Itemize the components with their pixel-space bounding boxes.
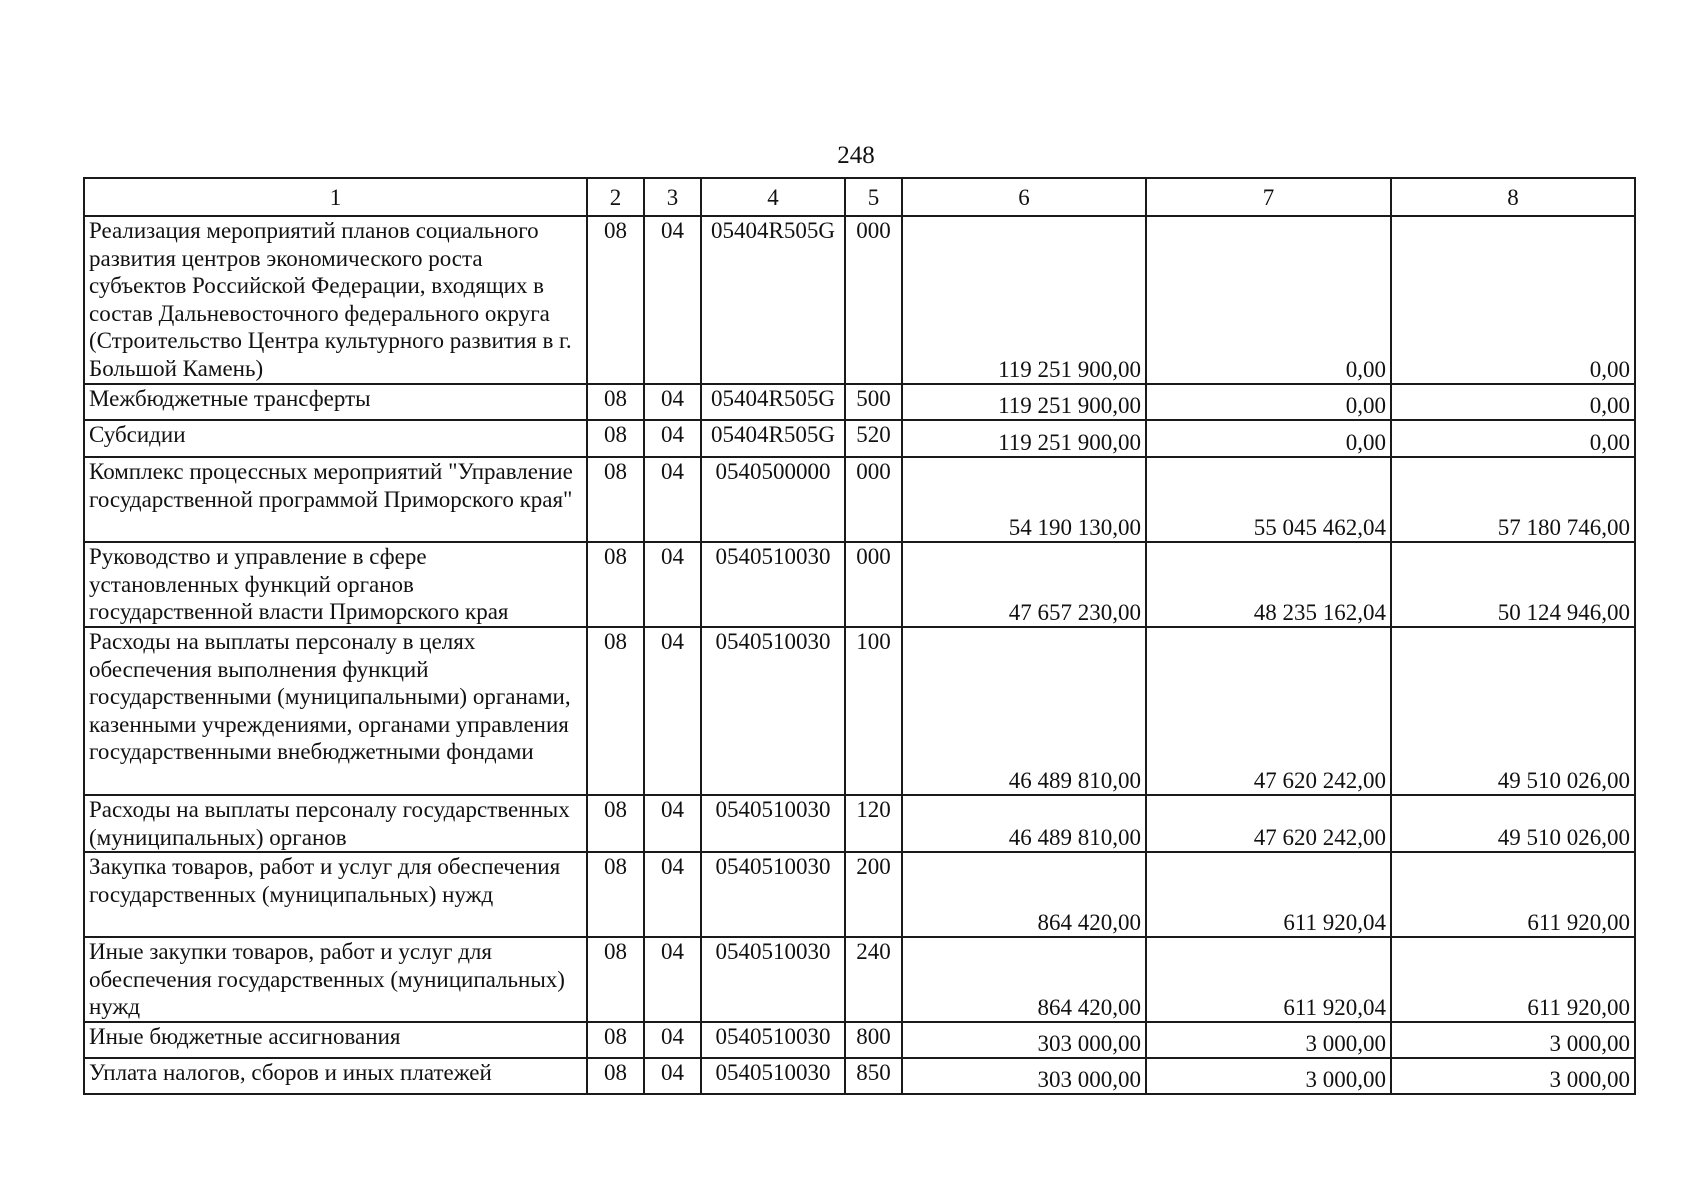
section-code: 08 [587,627,644,795]
section-code: 08 [587,1022,644,1058]
expense-type-code: 000 [845,542,902,627]
row-name: Межбюджетные трансферты [84,384,587,420]
row-name: Расходы на выплаты персоналу государственных (муниципальных) органов [84,795,587,852]
table-row [84,627,1635,795]
expense-type-code: 100 [845,627,902,795]
table-row [84,1022,1635,1058]
table-row [84,457,1635,542]
expense-type-code: 240 [845,937,902,1022]
table-row [84,937,1635,1022]
section-code: 08 [587,937,644,1022]
amount-col-8: 0,00 [1391,420,1635,457]
amount-col-8: 57 180 746,00 [1391,457,1635,542]
target-article-code: 0540510030 [701,1022,845,1058]
subsection-code: 04 [644,795,701,852]
amount-col-6: 119 251 900,00 [902,384,1146,420]
subsection-code: 04 [644,420,701,457]
amount-col-6: 864 420,00 [902,852,1146,937]
subsection-code: 04 [644,1058,701,1094]
target-article-code: 0540500000 [701,457,845,542]
subsection-code: 04 [644,1022,701,1058]
column-number: 4 [701,178,845,216]
row-name: Комплекс процессных мероприятий "Управление государственной программой Приморского края" [84,457,587,542]
row-name: Закупка товаров, работ и услуг для обеспечения государственных (муниципальных) нужд [84,852,587,937]
expense-type-code: 800 [845,1022,902,1058]
target-article-code: 0540510030 [701,852,845,937]
subsection-code: 04 [644,542,701,627]
amount-col-6: 119 251 900,00 [902,420,1146,457]
target-article-code: 05404R505G [701,384,845,420]
amount-col-8: 0,00 [1391,384,1635,420]
table-row [84,542,1635,627]
section-code: 08 [587,542,644,627]
amount-col-8: 0,00 [1391,216,1635,384]
amount-col-8: 3 000,00 [1391,1022,1635,1058]
amount-col-7: 3 000,00 [1146,1022,1391,1058]
table-row [84,795,1635,852]
column-number: 5 [845,178,902,216]
amount-col-8: 49 510 026,00 [1391,627,1635,795]
amount-col-7: 55 045 462,04 [1146,457,1391,542]
row-name: Уплата налогов, сборов и иных платежей [84,1058,587,1094]
amount-col-8: 611 920,00 [1391,852,1635,937]
amount-col-7: 0,00 [1146,384,1391,420]
section-code: 08 [587,384,644,420]
expense-type-code: 500 [845,384,902,420]
column-number: 8 [1391,178,1635,216]
amount-col-8: 3 000,00 [1391,1058,1635,1094]
target-article-code: 0540510030 [701,542,845,627]
table-row [84,216,1635,384]
target-article-code: 05404R505G [701,420,845,457]
section-code: 08 [587,216,644,384]
section-code: 08 [587,1058,644,1094]
amount-col-7: 611 920,04 [1146,937,1391,1022]
row-name: Расходы на выплаты персоналу в целях обеспечения выполнения функций государственными (муниципальными) органами, казенными учреждениями, органами управления государственными внебюджетными фондами [84,627,587,795]
amount-col-6: 303 000,00 [902,1022,1146,1058]
target-article-code: 0540510030 [701,937,845,1022]
amount-col-8: 611 920,00 [1391,937,1635,1022]
amount-col-7: 0,00 [1146,216,1391,384]
column-number: 1 [84,178,587,216]
table-row [84,852,1635,937]
subsection-code: 04 [644,937,701,1022]
section-code: 08 [587,795,644,852]
column-number-row [84,178,1635,216]
amount-col-7: 47 620 242,00 [1146,795,1391,852]
expense-type-code: 520 [845,420,902,457]
expense-type-code: 000 [845,216,902,384]
column-number: 2 [587,178,644,216]
subsection-code: 04 [644,384,701,420]
target-article-code: 0540510030 [701,627,845,795]
amount-col-7: 48 235 162,04 [1146,542,1391,627]
row-name: Руководство и управление в сфере установленных функций органов государственной власти Приморского края [84,542,587,627]
amount-col-8: 49 510 026,00 [1391,795,1635,852]
subsection-code: 04 [644,216,701,384]
column-number: 3 [644,178,701,216]
column-number: 7 [1146,178,1391,216]
amount-col-6: 119 251 900,00 [902,216,1146,384]
amount-col-6: 46 489 810,00 [902,795,1146,852]
expense-type-code: 120 [845,795,902,852]
amount-col-6: 303 000,00 [902,1058,1146,1094]
row-name: Иные бюджетные ассигнования [84,1022,587,1058]
amount-col-6: 46 489 810,00 [902,627,1146,795]
subsection-code: 04 [644,627,701,795]
amount-col-7: 47 620 242,00 [1146,627,1391,795]
page-number: 248 [837,142,875,169]
target-article-code: 0540510030 [701,795,845,852]
row-name: Субсидии [84,420,587,457]
amount-col-7: 3 000,00 [1146,1058,1391,1094]
column-number: 6 [902,178,1146,216]
budget-table [83,177,1636,1095]
table-row [84,420,1635,457]
amount-col-6: 864 420,00 [902,937,1146,1022]
amount-col-7: 611 920,04 [1146,852,1391,937]
target-article-code: 05404R505G [701,216,845,384]
amount-col-8: 50 124 946,00 [1391,542,1635,627]
table-row [84,384,1635,420]
expense-type-code: 850 [845,1058,902,1094]
section-code: 08 [587,457,644,542]
amount-col-6: 47 657 230,00 [902,542,1146,627]
section-code: 08 [587,852,644,937]
subsection-code: 04 [644,852,701,937]
amount-col-6: 54 190 130,00 [902,457,1146,542]
table-row [84,1058,1635,1094]
expense-type-code: 000 [845,457,902,542]
row-name: Иные закупки товаров, работ и услуг для обеспечения государственных (муниципальных) нужд [84,937,587,1022]
subsection-code: 04 [644,457,701,542]
amount-col-7: 0,00 [1146,420,1391,457]
section-code: 08 [587,420,644,457]
target-article-code: 0540510030 [701,1058,845,1094]
expense-type-code: 200 [845,852,902,937]
row-name: Реализация мероприятий планов социального развития центров экономического роста субъектов Российской Федерации, входящих в состав Дальневосточного федерального округа (Строительство Центра культурного развития в г. Большой Камень) [84,216,587,384]
